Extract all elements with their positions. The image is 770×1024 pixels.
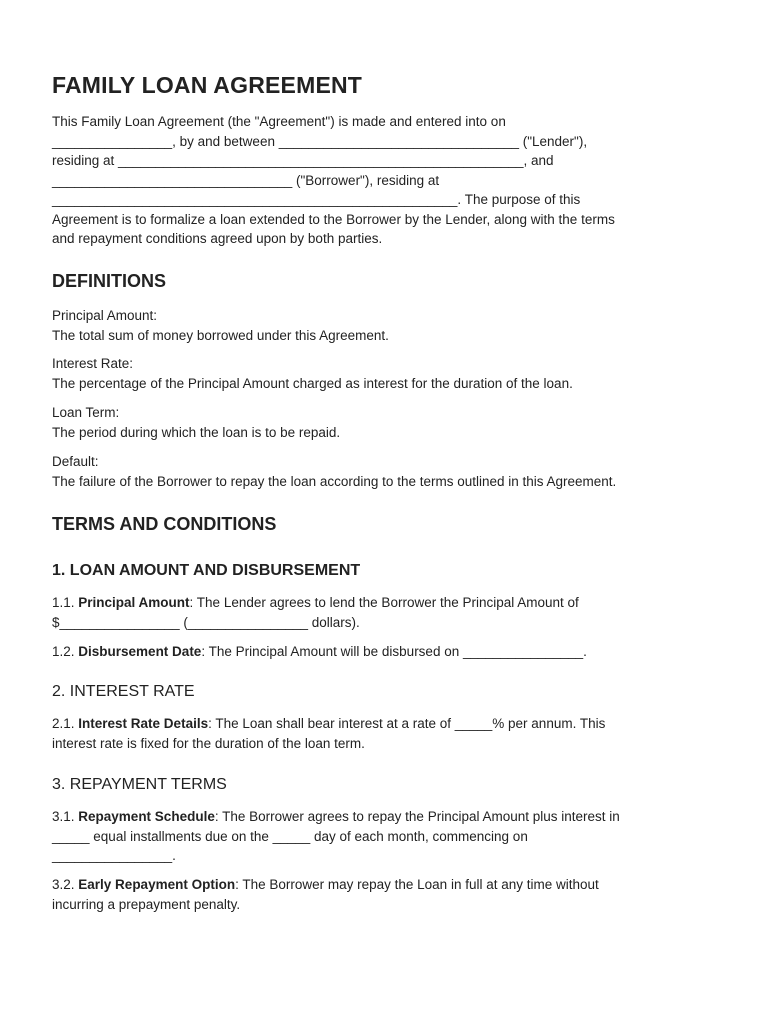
intro-line: residing at ______________________________________________________, and (52, 153, 554, 168)
clause-label: Principal Amount (78, 595, 190, 610)
clause-number: 1.1. (52, 595, 79, 610)
clause-text: : The Borrower agrees to repay the Principal Amount plus interest in (214, 809, 620, 824)
terms-heading: TERMS AND CONDITIONS (52, 514, 277, 534)
clause-number: 2.1. (52, 716, 79, 731)
clause-label: Repayment Schedule (78, 809, 215, 824)
clause-number: 1.2. (52, 644, 79, 659)
clause-label: Early Repayment Option (78, 877, 236, 892)
definition-loan-term (52, 403, 732, 442)
intro-line: ________________, by and between ________________________________ ("Lender"), (52, 133, 588, 149)
clause-1-2 (52, 642, 732, 662)
clause-text: incurring a prepayment penalty. (52, 896, 241, 912)
section-1-heading: 1. LOAN AMOUNT AND DISBURSEMENT (52, 562, 361, 579)
definition-text: The failure of the Borrower to repay the loan according to the terms outlined in this Agreement. (52, 473, 617, 489)
clause-label: Interest Rate Details (78, 716, 209, 731)
definition-term: Interest Rate: (52, 356, 134, 371)
clause-number: 3.2. (52, 877, 79, 892)
definition-term: Loan Term: (52, 405, 120, 420)
definitions-heading: DEFINITIONS (52, 271, 167, 291)
clause-text: $________________ (________________ dollars). (52, 614, 360, 630)
definition-text: The percentage of the Principal Amount charged as interest for the duration of the loan. (52, 375, 573, 391)
intro-line: ______________________________________________________. The purpose of this (52, 192, 581, 207)
section-3-heading: 3. REPAYMENT TERMS (52, 776, 227, 793)
clause-text: ________________. (52, 848, 176, 863)
clause-text: : The Borrower may repay the Loan in full at any time without (235, 877, 599, 892)
definition-term: Default: (52, 454, 99, 469)
intro-paragraph (52, 112, 732, 249)
definition-principal-amount (52, 306, 732, 345)
definition-default (52, 452, 732, 491)
clause-text: _____ equal installments due on the _____ day of each month, commencing on (52, 828, 528, 844)
clause-3-1 (52, 807, 732, 866)
clause-text: : The Principal Amount will be disbursed on ________________. (201, 644, 587, 659)
intro-line: This Family Loan Agreement (the "Agreement") is made and entered into on (52, 114, 506, 129)
intro-line: and repayment conditions agreed upon by both parties. (52, 231, 383, 246)
clause-text: : The Loan shall bear interest at a rate of _____% per annum. This (208, 716, 606, 731)
section-2-heading: 2. INTEREST RATE (52, 683, 195, 700)
definition-text: The period during which the loan is to be repaid. (52, 424, 341, 440)
definition-term: Principal Amount: (52, 308, 158, 323)
clause-text: : The Lender agrees to lend the Borrower the Principal Amount of (189, 595, 579, 610)
clause-text: interest rate is fixed for the duration of the loan term. (52, 735, 365, 751)
intro-line: ________________________________ ("Borrower"), residing at (52, 172, 440, 188)
clause-3-2 (52, 875, 732, 914)
clause-number: 3.1. (52, 809, 79, 824)
clause-1-1 (52, 593, 732, 632)
document-title: FAMILY LOAN AGREEMENT (52, 72, 363, 98)
definition-interest-rate (52, 354, 732, 393)
clause-label: Disbursement Date (78, 644, 202, 659)
clause-2-1 (52, 714, 732, 753)
intro-line: Agreement is to formalize a loan extended to the Borrower by the Lender, along with the terms (52, 211, 615, 227)
definition-text: The total sum of money borrowed under this Agreement. (52, 327, 389, 343)
